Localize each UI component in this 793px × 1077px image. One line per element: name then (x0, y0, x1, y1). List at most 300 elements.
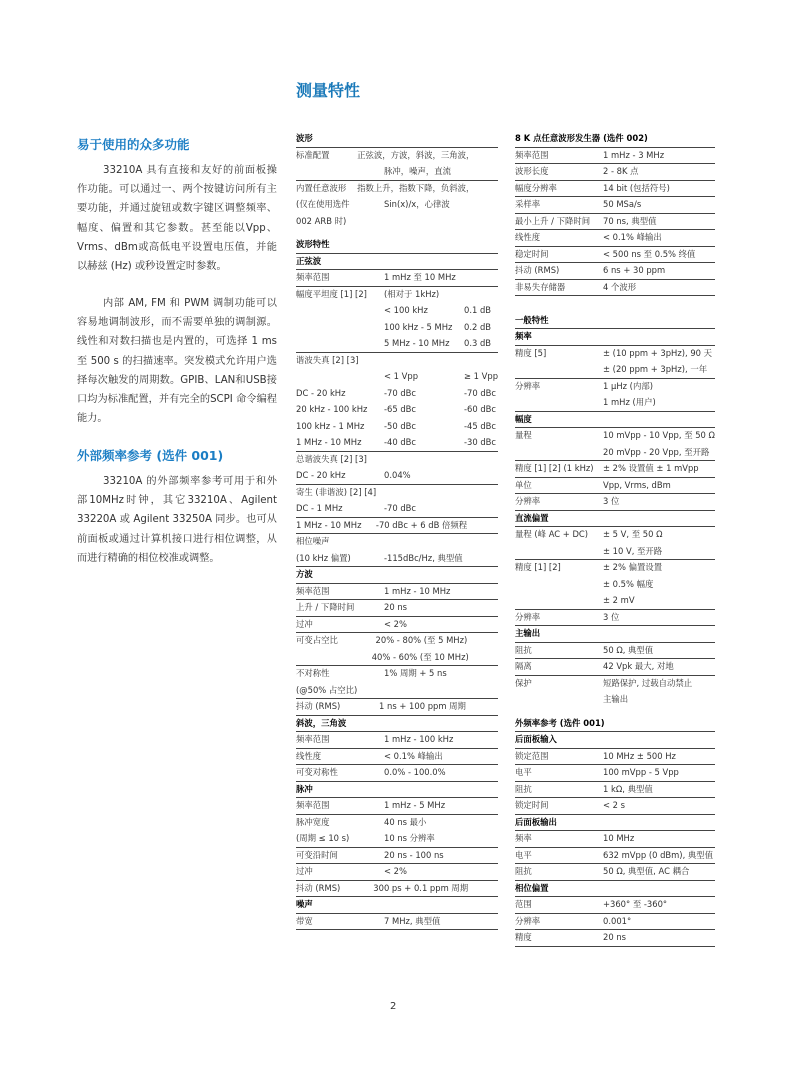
spec-cell-c1: 1 MHz - 10 MHz (296, 437, 362, 447)
spec-cell-c3 (464, 732, 498, 748)
spec-row (515, 946, 715, 963)
spec-cell-c3 (464, 131, 498, 147)
spec-row (296, 566, 498, 583)
spec-cell-c2: 1 mHz - 10 MHz (384, 585, 451, 596)
spec-cell-c1: 幅度 (515, 413, 532, 424)
spec-cell-c1: 非易失存储器 (515, 281, 566, 292)
spec-cell-c3 (464, 551, 498, 567)
spec-row (515, 576, 715, 593)
spec-cell-c2: < 2 s (603, 800, 626, 810)
spec-row (515, 708, 715, 715)
spec-cell-c1: 主输出 (515, 628, 541, 638)
spec-cell-c3 (469, 650, 498, 666)
spec-row (515, 781, 715, 798)
page-title: 测量特性 (296, 81, 361, 100)
spec-cell-c2 (384, 683, 464, 699)
spec-row (296, 929, 498, 946)
spec-cell-c2 (603, 329, 715, 345)
spec-cell-c1: 幅度平坦度 [1] [2] (296, 288, 367, 299)
spec-cell-c1 (515, 577, 603, 593)
spec-cell-c1 (296, 320, 384, 336)
spec-row (296, 715, 498, 732)
spec-cell-c2: 脉冲，噪声，直流 (384, 166, 451, 176)
spec-row (515, 592, 715, 609)
spec-cell-c2: 10 mVpp - 10 Vpp, 至 50 Ω (603, 430, 715, 440)
spec-cell-c3 (467, 633, 498, 649)
spec-cell-c3 (464, 831, 498, 847)
spec-cell-c1: 稳定时间 (515, 248, 549, 259)
spec-cell-c1: 内置任意波形 (296, 182, 347, 193)
spec-cell-c2 (384, 567, 464, 583)
spec-cell-c2: 20 ns - 100 ns (384, 849, 444, 860)
spec-row (296, 368, 498, 385)
para-modulation: 内部 AM, FM 和 PWM 调制功能可以容易地调制波形，而不需要单独的调制源。线性和对数扫描也是内置的，可选择 1 ms 至 500 s 的扫描速率。突发模式允许用户选择每次触发的周期数。GPIB、LAN和USB接口均为标准配置，并有完全的SCPI 命令编程能力。 (77, 298, 277, 425)
spec-cell-c1: 频率范围 (515, 149, 549, 160)
spec-cell-c1: 电平 (515, 767, 532, 777)
spec-cell-c1: 分辨率 (515, 915, 541, 926)
spec-cell-c2: 0.001° (603, 915, 632, 926)
spec-row (515, 196, 715, 213)
spec-cell-c2: < 1 Vpp (384, 371, 419, 381)
spec-cell-c2: 1 mHz - 100 kHz (384, 734, 454, 744)
spec-cell-c2: -40 dBc (384, 437, 417, 447)
spec-cell-c3 (464, 798, 498, 814)
spec-row (515, 913, 715, 930)
spec-cell-c2 (384, 485, 464, 501)
spec-row (515, 847, 715, 864)
spec-row (515, 526, 715, 543)
spec-cell-c3 (464, 617, 498, 633)
spec-row (296, 335, 498, 352)
spec-cell-c1 (296, 650, 372, 666)
spec-cell-c1 (296, 369, 384, 385)
spec-cell-c1: 20 kHz - 100 kHz (296, 404, 368, 414)
spec-row (296, 385, 498, 402)
spec-cell-c1: 频率范围 (296, 734, 330, 744)
spec-cell-c1: 002 ARB 时) (296, 215, 347, 226)
page-number: 2 (390, 1001, 397, 1012)
spec-cell-c2: -70 dBc (384, 503, 417, 513)
spec-row (515, 328, 715, 345)
spec-row (296, 451, 498, 468)
spec-cell-c2 (384, 782, 464, 798)
spec-cell-c1: 标准配置 (296, 149, 330, 160)
spec-cell-c3 (464, 270, 498, 286)
spec-cell-c3 (464, 584, 498, 600)
spec-cell-c1: 频率范围 (296, 272, 330, 282)
spec-cell-c1: 抖动 (RMS) (515, 265, 560, 275)
spec-cell-c2: 40% - 60% (至 10 MHz) (371, 651, 469, 662)
spec-cell-c1: 后面板输入 (515, 734, 557, 744)
spec-cell-c1 (296, 336, 384, 352)
spec-cell-c1: 斜波，三角波 (296, 717, 347, 728)
spec-cell-c1: 线性度 (296, 750, 322, 761)
spec-cell-c1: 线性度 (515, 232, 541, 242)
spec-cell-c2: 14 bit (包括符号) (603, 182, 670, 193)
spec-row (296, 781, 498, 798)
spec-cell-c1: (10 kHz 偏置) (296, 552, 351, 563)
spec-cell-c2: 1% 周期 + 5 ns (384, 668, 447, 678)
spec-cell-c2: < 0.1% 峰输出 (384, 750, 443, 761)
spec-row (296, 196, 498, 213)
spec-cell-c3: 0.3 dB (464, 338, 492, 348)
spec-cell-c2: 20 ns (384, 602, 407, 612)
spec-cell-c1: 精度 (515, 932, 532, 942)
spec-row (296, 880, 498, 897)
spec-cell-c2: 50 MSa/s (603, 199, 642, 209)
spec-row (515, 559, 715, 576)
spec-row (515, 764, 715, 781)
spec-row (515, 814, 715, 831)
spec-cell-c1: 分辨率 (515, 611, 541, 622)
spec-cell-c1 (296, 164, 384, 180)
spec-row (515, 675, 715, 692)
spec-cell-c2 (384, 254, 464, 270)
spec-row (515, 493, 715, 510)
spec-cell-c2 (384, 214, 464, 230)
spec-cell-c2: < 500 ns 至 0.5% 终值 (603, 248, 696, 259)
spec-row (515, 880, 715, 897)
spec-row (296, 896, 498, 913)
spec-cell-c2 (384, 230, 464, 236)
spec-cell-c1: 过冲 (296, 618, 313, 629)
spec-cell-c3: 0.2 dB (464, 321, 492, 332)
spec-row (296, 213, 498, 230)
spec-cell-c1: 一般特性 (515, 314, 549, 325)
spec-row (515, 896, 715, 913)
spec-cell-c2 (603, 313, 715, 329)
spec-row (515, 797, 715, 814)
spec-row (515, 691, 715, 708)
spec-cell-c1: DC - 20 kHz (296, 470, 346, 480)
spec-cell-c1: (@50% 占空比) (296, 684, 358, 695)
spec-cell-c1 (515, 395, 603, 411)
spec-cell-c3: -45 dBc (464, 420, 497, 431)
spec-cell-c2: 指数上升，指数下降，负斜波， (357, 182, 475, 193)
spec-cell-c1: 相位偏置 (515, 882, 549, 893)
spec-row (515, 863, 715, 880)
spec-row (515, 830, 715, 847)
spec-cell-c1: (周期 ≤ 10 s) (296, 833, 350, 843)
spec-cell-c1: 频率范围 (296, 800, 330, 810)
spec-cell-c2: < 0.1% 峰输出 (603, 232, 662, 242)
spec-cell-c1: 谐波失真 [2] [3] (296, 354, 359, 365)
spec-row (296, 913, 498, 930)
spec-cell-c2 (603, 626, 715, 642)
spec-row (515, 394, 715, 411)
spec-row (296, 682, 498, 699)
spec-row (515, 477, 715, 494)
spec-cell-c2: 6 ns + 30 ppm (603, 265, 666, 275)
spec-cell-c3 (464, 914, 498, 930)
spec-cell-c2: 1 mHz - 3 MHz (603, 149, 665, 160)
spec-cell-c1 (296, 303, 384, 319)
spec-cell-c1: 量程 (峰 AC + DC) (515, 529, 589, 539)
spec-cell-c1 (515, 947, 603, 963)
spec-cell-c2: ± 0.5% 幅度 (603, 578, 654, 589)
spec-cell-c1 (296, 230, 384, 236)
spec-cell-c1: 可变沿时间 (296, 849, 338, 860)
spec-cell-c2 (603, 412, 715, 428)
spec-cell-c3 (464, 237, 498, 253)
spec-cell-c2: ± 10 V, 至开路 (603, 545, 663, 556)
spec-cell-c3 (464, 452, 498, 468)
spec-cell-c2 (603, 709, 715, 715)
spec-cell-c1: 总谐波失真 [2] [3] (296, 453, 367, 464)
spec-row (515, 543, 715, 560)
spec-cell-c2: 20% - 80% (至 5 MHz) (375, 635, 468, 645)
spec-cell-c3: ≥ 1 Vpp (464, 371, 499, 381)
spec-cell-c2: ± (20 ppm + 3pHz), 一年 (603, 364, 708, 374)
spec-cell-c2 (384, 131, 464, 147)
spec-row (296, 533, 498, 550)
spec-cell-c1 (515, 296, 603, 312)
spec-row (515, 609, 715, 626)
spec-row (296, 352, 498, 369)
spec-row (515, 147, 715, 164)
spec-cell-c1: 可变对称性 (296, 767, 338, 777)
spec-cell-c1: (仅在使用选件 (296, 199, 350, 209)
spec-cell-c3 (468, 881, 498, 897)
spec-cell-c3 (464, 930, 498, 946)
spec-cell-c1: 正弦波 (296, 255, 322, 266)
spec-row (515, 731, 715, 748)
spec-cell-c1: 分辨率 (515, 380, 541, 391)
spec-row (515, 378, 715, 395)
spec-cell-c3 (466, 699, 498, 715)
spec-cell-c1 (515, 362, 603, 378)
spec-cell-c1 (515, 692, 603, 708)
spec-cell-c1: 直流偏置 (515, 512, 549, 523)
spec-cell-c1 (515, 544, 603, 560)
spec-table-general (515, 130, 715, 962)
spec-row (515, 460, 715, 477)
spec-cell-c3 (474, 148, 498, 164)
heading-ext-ref: 外部频率参考 (选件 001) (77, 448, 224, 463)
spec-cell-c3 (464, 287, 498, 303)
spec-row (296, 302, 498, 319)
spec-cell-c2 (603, 511, 715, 527)
spec-cell-c3 (464, 254, 498, 270)
spec-cell-c2: 100 mVpp - 5 Vpp (603, 767, 679, 777)
spec-cell-c2 (384, 353, 464, 369)
spec-row (296, 253, 498, 270)
spec-row (515, 312, 715, 329)
spec-row (296, 229, 498, 236)
spec-cell-c1: 阻抗 (515, 783, 532, 794)
spec-cell-c2 (603, 296, 715, 312)
spec-cell-c2: ± 2% 设置值 ± 1 mVpp (603, 463, 699, 473)
spec-cell-c2: 5 MHz - 10 MHz (384, 338, 450, 348)
spec-cell-c1: 脉冲宽度 (296, 816, 330, 827)
spec-cell-c1: 幅度分辨率 (515, 182, 557, 193)
spec-cell-c1: 锁定范围 (515, 750, 549, 761)
spec-cell-c2: 1 kΩ, 典型值 (603, 783, 653, 794)
spec-cell-c3 (464, 897, 498, 913)
spec-cell-c2: 10 ns 分辨率 (384, 833, 435, 843)
spec-cell-c2: +360° 至 -360° (603, 899, 668, 909)
spec-cell-c3 (467, 518, 498, 534)
spec-cell-c2: 1 ns + 100 ppm 周期 (379, 701, 466, 711)
spec-cell-c1: 采样率 (515, 199, 541, 209)
spec-row (296, 130, 498, 147)
spec-cell-c2: 42 Vpk 最大, 对地 (603, 661, 674, 671)
para-ext-ref: 33210A 的外部频率参考可用于和外部10MHz时钟，其它33210A、Agilent 33220A 或 Agilent 33250A 同步。也可从前面板或通过计算机接口进行相位调整，从而进行精确的相位校准或调整。 (77, 476, 277, 564)
spec-cell-c3 (464, 782, 498, 798)
spec-cell-c2 (384, 897, 464, 913)
spec-row (515, 444, 715, 461)
spec-cell-c2: 50 Ω, 典型值, AC 耦合 (603, 866, 690, 876)
spec-row (515, 180, 715, 197)
spec-cell-c2: 7 MHz, 典型值 (384, 915, 441, 926)
spec-cell-c2: -70 dBc (384, 387, 417, 398)
spec-cell-c2 (384, 237, 464, 253)
spec-row (515, 929, 715, 946)
spec-cell-c1: 带宽 (296, 915, 313, 926)
spec-row (296, 147, 498, 164)
spec-cell-c2: Vpp, Vrms, dBm (603, 479, 671, 490)
heading-features: 易于使用的众多功能 (77, 137, 190, 152)
spec-row (296, 665, 498, 682)
spec-row (296, 269, 498, 286)
spec-cell-c3 (464, 353, 498, 369)
spec-cell-c1: 阻抗 (515, 644, 532, 655)
spec-cell-c2 (384, 452, 464, 468)
spec-row (296, 616, 498, 633)
spec-cell-c2 (603, 881, 715, 897)
spec-cell-c2: 主输出 (603, 694, 629, 704)
spec-cell-c2: 1 mHz - 5 MHz (384, 800, 446, 810)
spec-row (296, 418, 498, 435)
spec-cell-c1: 噪声 (296, 899, 313, 909)
spec-cell-c3 (464, 749, 498, 765)
spec-row (515, 246, 715, 263)
spec-row (515, 279, 715, 296)
spec-cell-c1: DC - 1 MHz (296, 503, 343, 513)
spec-cell-c1: 寄生 (非谐波) [2] [4] (296, 486, 377, 497)
spec-cell-c1: 隔离 (515, 661, 532, 671)
spec-cell-c3 (464, 815, 498, 831)
spec-cell-c2: < 2% (384, 866, 407, 876)
spec-row (296, 434, 498, 451)
spec-table-waveforms (296, 130, 498, 946)
spec-cell-c2 (603, 947, 715, 963)
spec-cell-c1: 波形长度 (515, 166, 549, 176)
spec-cell-c2: 100 kHz - 5 MHz (384, 321, 453, 332)
spec-cell-c2: < 2% (384, 618, 407, 629)
spec-cell-c2: 1 μHz (内部) (603, 380, 653, 391)
spec-cell-c2: 3 位 (603, 496, 620, 506)
spec-row (515, 229, 715, 246)
spec-cell-c2: 1 mHz (用户) (603, 397, 656, 407)
spec-row (515, 213, 715, 230)
spec-row (515, 658, 715, 675)
spec-cell-c1 (515, 709, 603, 715)
spec-cell-c1: 100 kHz - 1 MHz (296, 420, 365, 431)
spec-row (515, 361, 715, 378)
spec-cell-c3 (464, 683, 498, 699)
spec-row (296, 500, 498, 517)
spec-cell-c2: ± 5 V, 至 50 Ω (603, 529, 663, 539)
spec-cell-c1: 频率 (515, 331, 532, 341)
spec-cell-c1: 范围 (515, 899, 532, 909)
spec-cell-c2: < 100 kHz (384, 305, 428, 315)
spec-row (296, 550, 498, 567)
spec-cell-c1: 量程 (515, 430, 532, 440)
spec-cell-c2 (603, 732, 715, 748)
spec-cell-c2: ± 2 mV (603, 595, 635, 605)
spec-cell-c2: 20 mVpp - 20 Vpp, 至开路 (603, 446, 710, 457)
para-features: 33210A 具有直接和友好的前面板操作功能。可以通过一、两个按键访问所有主要功能，并通过旋钮或数字键区调整频率、幅度、偏置和其它参数。甚至能以Vpp、Vrms、dBm或高低电平设置电压值，并能以赫兹 (Hz) 或秒设置定时参数。 (77, 165, 277, 273)
spec-cell-c3 (464, 716, 498, 732)
spec-cell-c2: (相对于 1kHz) (384, 288, 440, 299)
spec-row (296, 764, 498, 781)
spec-row (296, 401, 498, 418)
spec-cell-c3 (464, 534, 498, 550)
spec-cell-c1: 8 K 点任意波形发生器 (选件 002) (515, 133, 648, 143)
spec-cell-c2: -70 dBc + 6 dB 倍频程 (375, 519, 468, 530)
spec-row (296, 319, 498, 336)
spec-cell-c1 (515, 445, 603, 461)
spec-row (515, 715, 715, 732)
spec-row (515, 748, 715, 765)
spec-cell-c1: 阻抗 (515, 866, 532, 876)
spec-cell-c1: 过冲 (296, 866, 313, 876)
spec-cell-c1: 精度 [1] [2] (515, 562, 561, 572)
spec-cell-c1: 不对称性 (296, 668, 330, 678)
spec-row (296, 814, 498, 831)
spec-row (296, 847, 498, 864)
spec-cell-c2: 0.0% - 100.0% (384, 767, 446, 777)
spec-row (515, 295, 715, 312)
spec-cell-c1: 上升 / 下降时间 (296, 602, 355, 612)
spec-cell-c3 (464, 765, 498, 781)
spec-cell-c3 (464, 197, 498, 213)
spec-row (515, 163, 715, 180)
spec-row (296, 286, 498, 303)
spec-row (296, 484, 498, 501)
spec-cell-c2: 3 位 (603, 611, 620, 622)
spec-cell-c2: 正弦波，方波，斜波，三角波， (357, 149, 475, 160)
spec-cell-c1 (515, 593, 603, 609)
spec-cell-c1: 精度 [5] (515, 347, 547, 358)
spec-cell-c2: 2 - 8K 点 (603, 166, 639, 176)
spec-row (296, 731, 498, 748)
spec-cell-c2: -65 dBc (384, 404, 417, 414)
spec-row (296, 830, 498, 847)
spec-cell-c1: 抖动 (RMS) (296, 701, 341, 711)
spec-cell-c3 (464, 666, 498, 682)
spec-cell-c2: 632 mVpp (0 dBm), 典型值 (603, 849, 714, 860)
spec-cell-c1: 脉冲 (296, 783, 313, 794)
spec-cell-c3 (464, 164, 498, 180)
spec-row (515, 625, 715, 642)
spec-cell-c1: 方波 (296, 569, 313, 579)
spec-cell-c3 (464, 864, 498, 880)
spec-cell-c1: 保护 (515, 677, 532, 688)
spec-row (296, 236, 498, 253)
spec-cell-c2: ± (10 ppm + 3pHz), 90 天 (603, 347, 713, 358)
spec-cell-c2: -115dBc/Hz, 典型值 (384, 552, 463, 563)
spec-cell-c3 (464, 485, 498, 501)
spec-row (515, 411, 715, 428)
spec-row (296, 797, 498, 814)
spec-cell-c2: Sin(x)/x，心律波 (384, 199, 450, 209)
spec-cell-c1: 相位噪声 (296, 536, 330, 546)
spec-cell-c2 (603, 716, 715, 732)
spec-cell-c3: 0.1 dB (464, 305, 492, 315)
spec-row (296, 163, 498, 180)
